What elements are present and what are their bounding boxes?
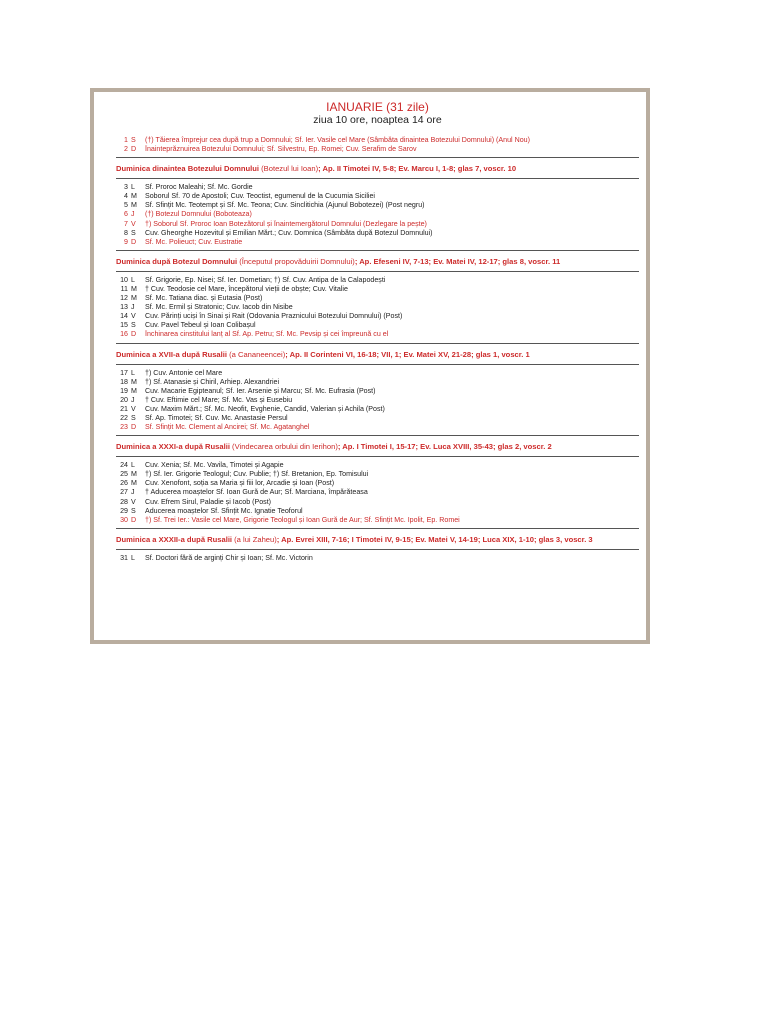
day-of-week: S bbox=[131, 506, 136, 515]
day-number: 25 bbox=[120, 470, 128, 479]
day-row bbox=[116, 312, 639, 321]
day-row bbox=[116, 498, 639, 507]
day-number: 12 bbox=[120, 294, 128, 303]
day-feasts: Sf. Sfințit Mc. Teotempt și Sf. Mc. Teona; Cuv. Sinclitichia (Ajunul Bobotezei) (Post negru) bbox=[145, 201, 425, 210]
day-row bbox=[116, 479, 639, 488]
sunday-name: Duminica a XVII-a după Rusalii bbox=[116, 349, 227, 359]
day-of-week: V bbox=[131, 497, 136, 506]
day-of-week: D bbox=[131, 515, 137, 524]
day-number: 19 bbox=[120, 386, 128, 395]
day-row bbox=[116, 303, 639, 312]
day-of-week: V bbox=[131, 404, 136, 413]
day-feasts: Cuv. Părinți uciși în Sinai și Rait (Odovania Praznicului Botezului Domnului) (Post) bbox=[145, 312, 403, 321]
day-row bbox=[116, 387, 639, 396]
day-number: 2 bbox=[124, 145, 128, 154]
day-of-week: M bbox=[131, 479, 137, 488]
day-row bbox=[116, 285, 639, 294]
divider bbox=[116, 456, 639, 457]
day-of-week: L bbox=[131, 368, 135, 377]
day-row bbox=[116, 405, 639, 414]
day-of-week: M bbox=[131, 294, 137, 303]
day-list bbox=[116, 136, 639, 154]
day-number: 18 bbox=[120, 377, 128, 386]
day-of-week: M bbox=[131, 377, 137, 386]
divider bbox=[116, 343, 639, 344]
month-subtitle: ziua 10 ore, noaptea 14 ore bbox=[313, 114, 442, 126]
day-row bbox=[116, 330, 639, 339]
day-feasts: † Cuv. Eftimie cel Mare; Sf. Mc. Vas și Eusebiu bbox=[145, 395, 293, 404]
day-row bbox=[116, 238, 639, 247]
sunday-heading bbox=[116, 533, 639, 546]
sunday-name: Duminica a XXXII-a după Rusalii bbox=[116, 534, 233, 544]
day-row bbox=[116, 321, 639, 330]
day-of-week: D bbox=[131, 145, 137, 154]
day-number: 1 bbox=[124, 136, 128, 144]
calendar-sections bbox=[116, 136, 639, 563]
divider bbox=[116, 364, 639, 365]
day-number: 31 bbox=[120, 553, 128, 562]
day-feasts: Închinarea cinstitului lanț al Sf. Ap. Petru; Sf. Mc. Pevsip și cei împreună cu el bbox=[145, 330, 389, 339]
day-number: 21 bbox=[120, 404, 128, 413]
day-number: 22 bbox=[120, 413, 128, 422]
day-number: 9 bbox=[124, 237, 128, 246]
day-number: 4 bbox=[124, 192, 128, 201]
day-of-week: D bbox=[131, 423, 137, 432]
day-number: 24 bbox=[120, 461, 128, 470]
day-of-week: D bbox=[131, 237, 137, 246]
day-number: 15 bbox=[120, 321, 128, 330]
divider bbox=[116, 435, 639, 436]
day-number: 5 bbox=[124, 201, 128, 210]
scanned-page-frame bbox=[90, 88, 650, 644]
sunday-name: Duminica dinaintea Botezului Domnului bbox=[116, 164, 260, 174]
day-feasts: †) Sf. Atanasie și Chiril, Arhiep. Alexandriei bbox=[145, 377, 280, 386]
day-feasts: † Cuv. Teodosie cel Mare, începătorul vieții de obște; Cuv. Vitalie bbox=[145, 284, 348, 293]
day-of-week: M bbox=[131, 386, 137, 395]
sunday-subtitle: (a lui Zaheu) bbox=[232, 534, 277, 544]
sunday-heading bbox=[116, 162, 639, 175]
day-number: 20 bbox=[120, 395, 128, 404]
day-feasts: Cuv. Pavel Tebeul și Ioan Colibașul bbox=[145, 321, 256, 330]
day-of-week: J bbox=[131, 488, 135, 497]
day-number: 6 bbox=[124, 210, 128, 219]
day-number: 26 bbox=[120, 479, 128, 488]
day-feasts: (†) Botezul Domnului (Boboteaza) bbox=[145, 210, 252, 219]
divider bbox=[116, 178, 639, 179]
sunday-heading bbox=[116, 440, 639, 453]
day-feasts: † Aducerea moaștelor Sf. Ioan Gură de Aur; Sf. Marciana, împărăteasa bbox=[145, 488, 368, 497]
day-list bbox=[116, 369, 639, 433]
day-number: 7 bbox=[124, 219, 128, 228]
day-feasts: Cuv. Macarie Egipteanul; Sf. Ier. Arsenie și Marcu; Sf. Mc. Eufrasia (Post) bbox=[145, 386, 376, 395]
day-number: 28 bbox=[120, 497, 128, 506]
day-number: 29 bbox=[120, 506, 128, 515]
day-feasts: †) Sf. Ier. Grigorie Teologul; Cuv. Publie; †) Sf. Bretanion, Ep. Tomisului bbox=[145, 470, 369, 479]
day-of-week: V bbox=[131, 312, 136, 321]
day-row bbox=[116, 488, 639, 497]
day-feasts: (†) Tăierea împrejur cea după trup a Domnului; Sf. Ier. Vasile cel Mare (Sâmbăta dinaintea Botezului Domnului) (Anul Nou) bbox=[145, 136, 530, 144]
day-row bbox=[116, 136, 639, 145]
day-feasts: Soborul Sf. 70 de Apostoli; Cuv. Teoctist, egumenul de la Cucumia Siciliei bbox=[145, 192, 376, 201]
day-of-week: J bbox=[131, 303, 135, 312]
day-row bbox=[116, 414, 639, 423]
day-of-week: V bbox=[131, 219, 136, 228]
day-of-week: L bbox=[131, 275, 135, 284]
sunday-readings: ; Ap. Efeseni IV, 7-13; Ev. Matei IV, 12-17; glas 8, voscr. 11 bbox=[354, 256, 561, 266]
divider bbox=[116, 157, 639, 158]
sunday-subtitle: (Începutul propovăduirii Domnului) bbox=[237, 256, 355, 266]
day-of-week: S bbox=[131, 136, 136, 144]
day-row bbox=[116, 554, 639, 563]
day-number: 16 bbox=[120, 330, 128, 339]
day-feasts: Sf. Doctori fără de arginți Chir și Ioan; Sf. Mc. Victorin bbox=[145, 553, 313, 562]
day-feasts: †) Cuv. Antonie cel Mare bbox=[145, 368, 223, 377]
day-feasts: Sf. Mc. Ermil și Stratonic; Cuv. Iacob din Nisibe bbox=[145, 303, 293, 312]
day-of-week: L bbox=[131, 183, 135, 192]
day-of-week: M bbox=[131, 284, 137, 293]
day-row bbox=[116, 396, 639, 405]
day-number: 27 bbox=[120, 488, 128, 497]
day-feasts: Aducerea moaștelor Sf. Sfințit Mc. Ignatie Teoforul bbox=[145, 506, 303, 515]
sunday-readings: ; Ap. II Corinteni VI, 16-18; VII, 1; Ev. Matei XV, 21-28; glas 1, voscr. 1 bbox=[285, 349, 530, 359]
day-of-week: S bbox=[131, 413, 136, 422]
day-list bbox=[116, 461, 639, 525]
day-feasts: Sf. Grigorie, Ep. Nisei; Sf. Ier. Dometian; †) Sf. Cuv. Antipa de la Calapodești bbox=[145, 275, 386, 284]
day-feasts: Cuv. Xenofont, soția sa Maria și fiii lor, Arcadie și Ioan (Post) bbox=[145, 479, 335, 488]
day-number: 3 bbox=[124, 183, 128, 192]
divider bbox=[116, 549, 639, 550]
day-number: 11 bbox=[120, 284, 128, 293]
day-row bbox=[116, 294, 639, 303]
day-row bbox=[116, 516, 639, 525]
day-row bbox=[116, 145, 639, 154]
sunday-readings: ; Ap. II Timotei IV, 5-8; Ev. Marcu I, 1-8; glas 7, voscr. 10 bbox=[318, 164, 517, 174]
day-row bbox=[116, 220, 639, 229]
day-row bbox=[116, 470, 639, 479]
day-row bbox=[116, 276, 639, 285]
day-row bbox=[116, 507, 639, 516]
day-row bbox=[116, 461, 639, 470]
day-row bbox=[116, 210, 639, 219]
day-number: 8 bbox=[124, 228, 128, 237]
day-of-week: L bbox=[131, 461, 135, 470]
day-row bbox=[116, 183, 639, 192]
sunday-subtitle: (a Cananeencei) bbox=[226, 349, 286, 359]
day-feasts: Sf. Sfințit Mc. Clement al Ancirei; Sf. Mc. Agatanghel bbox=[145, 423, 310, 432]
day-list bbox=[116, 554, 639, 563]
month-title: IANUARIE (31 zile) bbox=[326, 100, 429, 114]
day-feasts: Cuv. Xenia; Sf. Mc. Vavila, Timotei și Agapie bbox=[145, 461, 284, 470]
divider bbox=[116, 271, 639, 272]
day-feasts: Cuv. Efrem Sirul, Paladie și Iacob (Post) bbox=[145, 497, 272, 506]
day-number: 30 bbox=[120, 515, 128, 524]
sunday-heading bbox=[116, 348, 639, 361]
day-row bbox=[116, 229, 639, 238]
day-feasts: †) Soborul Sf. Proroc Ioan Botezătorul și Înaintemergătorul Domnului (Dezlegare la pește) bbox=[145, 219, 427, 228]
sunday-subtitle: (Botezul lui Ioan) bbox=[259, 164, 319, 174]
day-row bbox=[116, 369, 639, 378]
day-feasts: Înainteprăznuirea Botezului Domnului; Sf. Silvestru, Ep. Romei; Cuv. Serafim de Sarov bbox=[145, 145, 417, 154]
day-feasts: Sf. Proroc Maleahi; Sf. Mc. Gordie bbox=[145, 183, 253, 192]
day-row bbox=[116, 192, 639, 201]
day-row bbox=[116, 423, 639, 432]
day-list bbox=[116, 276, 639, 340]
sunday-readings: ; Ap. I Timotei I, 15-17; Ev. Luca XVIII, 35-43; glas 2, voscr. 2 bbox=[337, 442, 552, 452]
day-number: 17 bbox=[120, 368, 128, 377]
day-feasts: Sf. Mc. Tatiana diac. și Eutasia (Post) bbox=[145, 294, 263, 303]
sunday-name: Duminica a XXXI-a după Rusalii bbox=[116, 442, 230, 452]
day-row bbox=[116, 378, 639, 387]
day-of-week: S bbox=[131, 321, 136, 330]
sunday-readings: ; Ap. Evrei XIII, 7-16; I Timotei IV, 9-15; Ev. Matei V, 14-19; Luca XIX, 1-10; glas 3, voscr. 3 bbox=[276, 534, 593, 544]
calendar-page bbox=[94, 92, 646, 640]
divider bbox=[116, 528, 639, 529]
day-row bbox=[116, 201, 639, 210]
day-feasts: Sf. Ap. Timotei; Sf. Cuv. Mc. Anastasie Persul bbox=[145, 413, 288, 422]
day-of-week: L bbox=[131, 553, 135, 562]
day-feasts: Sf. Mc. Polieuct; Cuv. Eustratie bbox=[145, 237, 243, 246]
day-of-week: D bbox=[131, 330, 137, 339]
day-number: 10 bbox=[120, 275, 128, 284]
sunday-heading bbox=[116, 255, 639, 268]
day-of-week: J bbox=[131, 210, 135, 219]
day-feasts: †) Sf. Trei Ier.: Vasile cel Mare, Grigorie Teologul și Ioan Gură de Aur; Sf. Sfințit Mc. Ipolit, Ep. Romei bbox=[145, 515, 460, 524]
day-feasts: Cuv. Maxim Mărt.; Sf. Mc. Neofit, Evghenie, Candid, Valerian și Achila (Post) bbox=[145, 404, 385, 413]
sunday-subtitle: (Vindecarea orbului din Ierihon) bbox=[229, 442, 338, 452]
day-of-week: M bbox=[131, 201, 137, 210]
day-number: 14 bbox=[120, 312, 128, 321]
sunday-name: Duminica după Botezul Domnului bbox=[116, 256, 238, 266]
day-of-week: M bbox=[131, 470, 137, 479]
day-of-week: M bbox=[131, 192, 137, 201]
day-number: 23 bbox=[120, 423, 128, 432]
day-number: 13 bbox=[120, 303, 128, 312]
day-list bbox=[116, 183, 639, 247]
day-of-week: J bbox=[131, 395, 135, 404]
day-feasts: Cuv. Gheorghe Hozevitul și Emilian Mărt.; Cuv. Domnica (Sâmbăta după Botezul Domnului) bbox=[145, 228, 433, 237]
day-of-week: S bbox=[131, 228, 136, 237]
divider bbox=[116, 250, 639, 251]
